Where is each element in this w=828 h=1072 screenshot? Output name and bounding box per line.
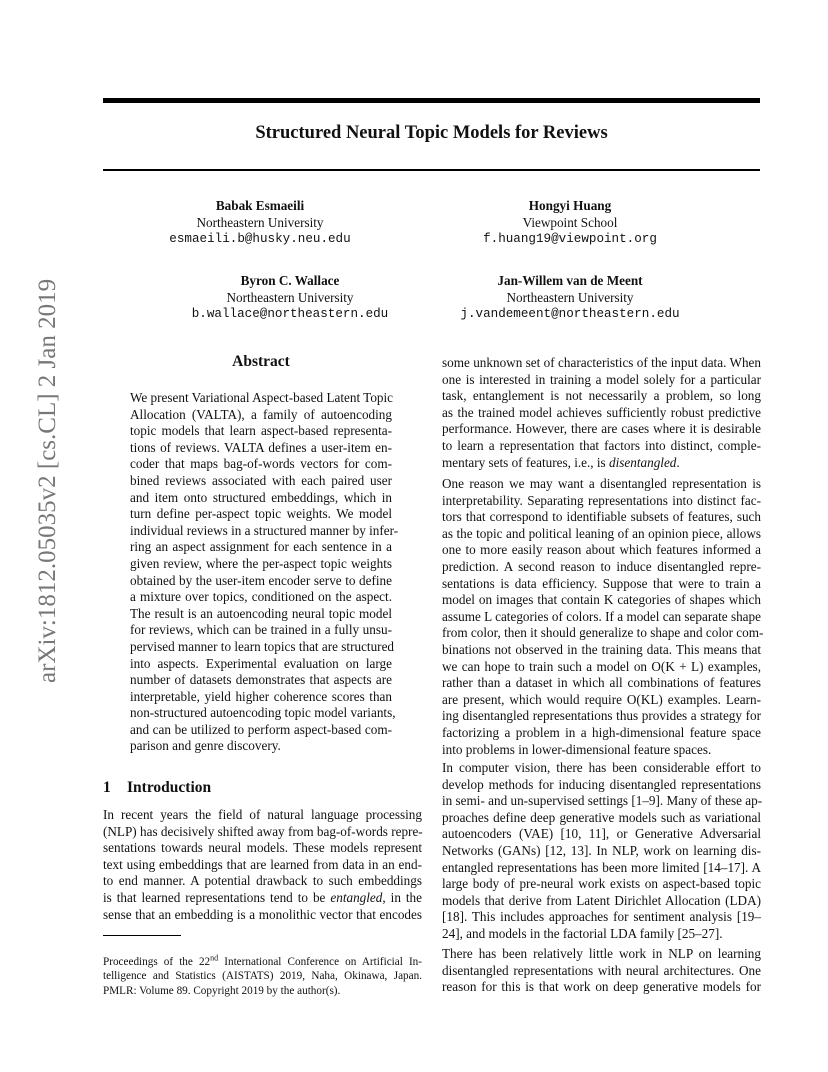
section-title: Introduction: [127, 779, 212, 796]
text-run: International Conference on Artificial In-: [218, 956, 422, 968]
right-column-paragraph-4: [442, 946, 761, 996]
text-line: One reason we may want a disentangled representation is: [442, 476, 761, 491]
right-column-paragraph-1: [442, 355, 761, 471]
text-line: The result is an autoencoding neural topic model: [130, 605, 392, 621]
text-line: develop methods for inducing disentangled representations: [442, 776, 761, 792]
text-line: one to more easily reason about which features informed a: [442, 542, 761, 558]
text-line: models that derive from Latent Dirichlet Allocation (LDA): [442, 892, 761, 908]
text-line: as the topic and political leaning of an opinion piece, allows: [442, 525, 761, 541]
text-line: factorizing a problem in a high-dimensional feature space: [442, 724, 761, 740]
text-line: to end manner. A potential drawback to such embeddings: [103, 873, 422, 889]
author-block-4: [430, 273, 710, 323]
text-line: bined reviews associated with each paired user: [130, 472, 392, 488]
text-line: ing disentangled representations thus provides a strategy for: [442, 708, 761, 724]
author-affiliation: Northeastern University: [226, 289, 354, 305]
footnote: [103, 955, 422, 998]
text-line: obtained by the user-item encoder serve to define: [130, 572, 392, 588]
author-name: Byron C. Wallace: [240, 273, 340, 288]
text-line: a mixture over topics, conditioned on the aspect.: [130, 589, 392, 605]
right-column-paragraph-2: [442, 476, 764, 758]
text-line: and can be utilized to perform aspect-based com-: [130, 721, 392, 737]
text-line: sense that an embedding is a monolithic vector that encodes: [103, 906, 422, 922]
text-line: into aspects. Experimental evaluation on large: [130, 655, 392, 671]
title-bottom-rule: [103, 169, 760, 171]
text-line: sentations towards neural models. These models represent: [103, 840, 422, 856]
abstract-body: [130, 390, 399, 755]
text-line: tors that correspond to identifiable subsets of features, such: [442, 509, 761, 525]
text-line: reason for this is that work on deep generative models for: [442, 979, 761, 995]
text-line: [18]. This includes approaches for sentiment analysis [19–: [442, 909, 761, 925]
section-number: 1: [103, 779, 111, 796]
text-line: autoencoders (VAE) [10, 11], or Generative Adversarial: [442, 826, 761, 842]
text-line: topic models that learn aspect-based representa-: [130, 423, 392, 439]
text-run: , in the: [382, 889, 422, 905]
text-line: to learn a representation that factors into distinct, comple-: [442, 437, 761, 453]
author-email: b.wallace@northeastern.edu: [191, 307, 389, 321]
text-line: model on images that contain K categories of shapes which: [442, 592, 761, 608]
text-line: [442, 455, 761, 472]
text-line: There has been relatively little work in NLP on learning: [442, 946, 761, 961]
author-affiliation: Northeastern University: [506, 289, 634, 305]
text-line: into problems in lower-dimensional feature spaces.: [442, 741, 712, 757]
text-line: (NLP) has decisively shifted away from bag-of-words repre-: [103, 823, 423, 839]
emphasis: disentangled: [609, 454, 677, 470]
footnote-line: telligence and Statistics (AISTATS) 2019, Naha, Okinawa, Japan.: [103, 970, 422, 983]
text-run: mentary sets of features, i.e., is: [442, 454, 609, 470]
author-email: f.huang19@viewpoint.org: [483, 232, 657, 246]
text-line: text using embeddings that are learned from data in an end-: [103, 856, 422, 872]
author-affiliation: Viewpoint School: [522, 214, 618, 230]
superscript: nd: [210, 953, 219, 963]
text-line: prediction. A second reason to induce disentangled repre-: [442, 558, 761, 574]
text-line: in semi- and un-supervised settings [1–9]. Many of these ap-: [442, 793, 763, 809]
text-line: sentations is data efficiency. Suppose that were to train a: [442, 575, 761, 591]
text-line: We present Variational Aspect-based Latent Topic: [130, 390, 394, 405]
text-line: are present, which would require O(KL) examples. Learn-: [442, 691, 761, 707]
text-line: for reviews, which can be trained in a fully unsu-: [130, 622, 392, 638]
emphasis: entangled: [330, 889, 383, 905]
author-block-1: [160, 198, 360, 248]
text-line: Networks (GANs) [12, 13]. In NLP, work on learning dis-: [442, 842, 761, 858]
text-line: rather than a dataset in which all combinations of features: [442, 675, 761, 691]
author-email: j.vandemeent@northeastern.edu: [460, 307, 680, 321]
footnote-line: [103, 955, 422, 969]
text-line: Allocation (VALTA), a family of autoencoding: [130, 406, 392, 422]
text-run: Proceedings of the 22: [103, 956, 211, 968]
author-block-3: [150, 273, 430, 323]
text-line: as the trained model achieves sufficiently robust predictive: [442, 404, 761, 420]
author-block-2: [430, 198, 710, 248]
text-line: parison and genre discovery.: [130, 738, 281, 754]
text-line: one is interested in training a model solely for a particular: [442, 371, 761, 387]
text-line: individual reviews in a structured manner by infer-: [130, 522, 399, 538]
right-column-paragraph-3: [442, 760, 761, 943]
text-line: 24], and models in the factorial LDA family [25–27].: [442, 925, 723, 941]
text-run: .: [676, 454, 680, 470]
text-line: we can hope to train such a model on O(K + L) examples,: [442, 658, 761, 674]
text-line: and item onto structured embeddings, which in: [130, 489, 392, 505]
text-line: non-structured autoencoding topic model variants,: [130, 705, 396, 721]
text-line: pervised manner to learn topics that are structured: [130, 638, 395, 654]
text-line: binations not observed in the training data. This means that: [442, 641, 761, 657]
author-name: Hongyi Huang: [528, 198, 612, 213]
arxiv-identifier: arXiv:1812.05035v2 [cs.CL] 2 Jan 2019: [34, 278, 61, 683]
text-line: [103, 890, 422, 907]
text-line: turn define per-aspect topic weights. We model: [130, 506, 392, 522]
text-line: from color, then it should generalize to shape and color com-: [442, 625, 764, 641]
text-line: task, entanglement is not necessarily a problem, so long: [442, 388, 761, 404]
text-line: interpretable, yield higher coherence scores than: [130, 688, 392, 704]
text-line: In computer vision, there has been considerable effort to: [442, 760, 761, 775]
text-line: In recent years the field of natural language processing: [103, 807, 422, 822]
title-top-rule: [103, 98, 760, 103]
author-email: esmaeili.b@husky.neu.edu: [169, 232, 351, 246]
text-line: tions of reviews. VALTA defines a user-item en-: [130, 439, 392, 455]
text-line: entangled representations has been more limited [14–17]. A: [442, 859, 761, 875]
text-line: performance. However, there are cases where it is desirable: [442, 421, 761, 437]
text-line: some unknown set of characteristics of the input data. When: [442, 355, 761, 370]
text-line: assume L categories of colors. If a model can separate shape: [442, 608, 761, 624]
text-line: given review, where the per-aspect topic weights: [130, 555, 392, 571]
footnote-line: PMLR: Volume 89. Copyright 2019 by the author(s).: [103, 984, 341, 997]
author-affiliation: Northeastern University: [196, 214, 324, 230]
text-line: ring an aspect assignment for each sentence in a: [130, 539, 392, 555]
intro-paragraph: [103, 807, 422, 923]
text-line: interpretability. Separating representations into distinct fac-: [442, 492, 761, 508]
text-line: coder that maps bag-of-words vectors for com-: [130, 456, 392, 472]
abstract-heading: Abstract: [232, 353, 290, 370]
text-line: proaches define deep generative models such as variational: [442, 809, 761, 825]
text-run: is that learned representations tend to be: [103, 889, 331, 905]
footnote-rule: [103, 935, 181, 936]
author-name: Jan-Willem van de Meent: [497, 273, 643, 288]
author-name: Babak Esmaeili: [215, 198, 305, 213]
section-heading: [103, 779, 211, 797]
text-line: large body of pre-neural work exists on aspect-based topic: [442, 876, 761, 892]
text-line: disentangled representations with neural architectures. One: [442, 962, 761, 978]
text-line: number of datasets demonstrates that aspects are: [130, 672, 392, 688]
paper-title: Structured Neural Topic Models for Reviews: [255, 123, 608, 143]
